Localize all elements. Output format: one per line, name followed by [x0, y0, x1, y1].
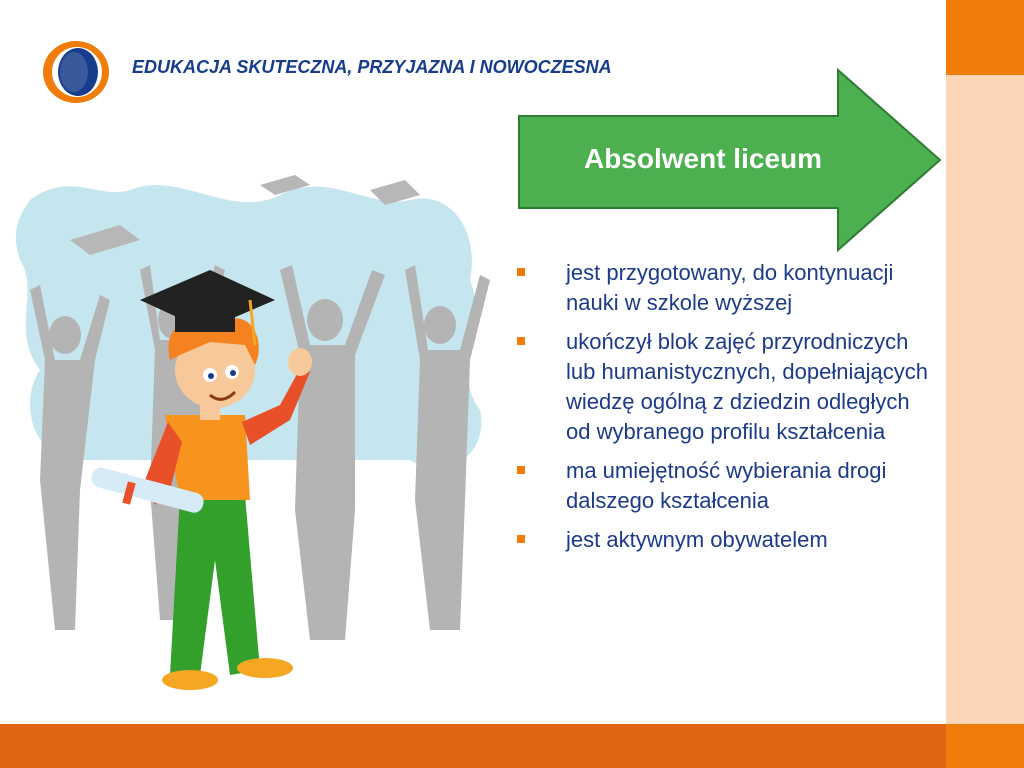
bottom-decor-bar-corner [946, 724, 1024, 768]
bullet-square-icon [517, 268, 525, 276]
right-decor-band-top [946, 0, 1024, 75]
logo-icon [40, 38, 112, 106]
graduate-student-illustration [10, 160, 500, 705]
bullet-square-icon [517, 337, 525, 345]
bullet-item [512, 327, 932, 447]
bullet-text: jest aktywnym obywatelem [566, 527, 828, 552]
bullet-list [512, 258, 932, 564]
bullet-item [512, 456, 932, 516]
bullet-square-icon [517, 466, 525, 474]
bullet-text: ukończył blok zajęć przyrodniczych lub humanistycznych, dopełniających wiedzę ogólną z dziedzin odległych od wybranego profilu kształcenia [566, 329, 928, 444]
arrow-label: Absolwent liceum [583, 143, 823, 174]
slide-header-title: EDUKACJA SKUTECZNA, PRZYJAZNA I NOWOCZESNA [132, 57, 612, 77]
bullet-text: ma umiejętność wybierania drogi dalszego kształcenia [566, 458, 887, 513]
bullet-text: jest przygotowany, do kontynuacji nauki w szkole wyższej [566, 260, 894, 315]
bullet-square-icon [517, 535, 525, 543]
bullet-item [512, 258, 932, 318]
right-decor-band [946, 0, 1024, 768]
bullet-item [512, 525, 932, 555]
bottom-decor-bar [0, 724, 946, 768]
